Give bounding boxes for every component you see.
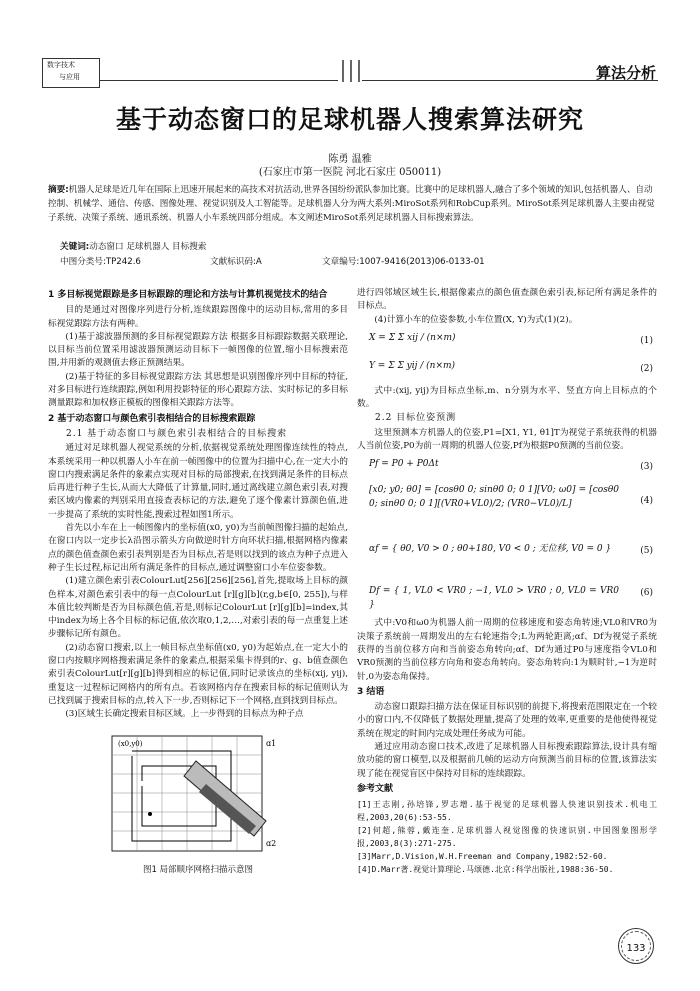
fig-origin-label: (x0,y0) <box>118 739 143 748</box>
figure-caption: 图1 局部顺序网格扫描示意图 <box>142 864 254 875</box>
section-label: 算法分析 <box>595 64 656 82</box>
clc-number: 中图分类号:TP242.6 <box>60 257 141 267</box>
abstract-text: 机器人足球是近几年在国际上迅速开展起来的高技术对抗活动,世界各国纷纷派队参加比赛。比赛中的足球机器人,融合了多个领域的知识,包括机器人、自动控制、机械学、通信、传感、图像处理、视觉识别及人工智能等。足球机器人分为两大系列:MiroSot系列和RobCup系列。MiroSot系列足球机器人主要由视觉子系统、决策子系统、通讯系统、机器人小车系统四部分组成。本文阐述MiroSot系列足球机器人目标搜索算法。 <box>48 185 655 223</box>
article-number: 文章编号:1007-9416(2013)06-0133-01 <box>322 257 485 267</box>
paragraph: 通过应用动态窗口技术,改进了足球机器人目标搜索跟踪算法,设计具有缩放功能的窗口模型,以及根据前几帧的运动方向预测当前目标的位置,该算法实现了能在视觉盲区中保持对目标的连续跟踪。 <box>357 742 657 779</box>
equation-6 <box>357 575 657 615</box>
paragraph: (2)基于特征的多目标视觉跟踪方法 其思想是识别图像序列中目标的特征,对多目标进行连续跟踪,例如利用投影特征的形心跟踪方法、实时标记的多目标测量跟踪和加权修正模板的图像相关跟踪方法等。 <box>48 371 348 409</box>
paragraph: (1)建立颜色索引表ColourLut[256][256][256],首先,提取场上目标的颜色样本,对颜色索引表中的每一点ColourLut [r][g][b](r,g,b∈[0, 255]),与样本值比较判断是否为目标颜色值,若是,则标记ColourLut [r][g][b]=index,其中index为场上各个目标的标记值,依次取0,1,2,…,对索引表的每一点重复上述步骤标记所有颜色。 <box>48 576 348 640</box>
grid-scan-diagram <box>106 726 296 858</box>
abstract-label: 摘要: <box>48 185 69 195</box>
eq2-number: (2) <box>640 363 653 374</box>
eq1-lhs: X = <box>369 332 386 343</box>
right-column <box>357 287 657 876</box>
authors: 陈勇 温雅 <box>328 154 372 165</box>
eq4-body: [x0; y0; θ0] = [cosθ0 0; sinθ0 0; 0 1][V0; ω0] = [cosθ0 0; sinθ0 0; 0 1][(VR0+VL0)/2; (VR0−VL0)/L] <box>369 485 619 510</box>
eq6-body: Df = { 1, VL0 < VR0 ; −1, VL0 > VR0 ; 0, VL0 = VR0 } <box>369 586 619 610</box>
eq3-body: Pf = P0 + P0Δt <box>369 459 439 470</box>
keywords <box>60 240 206 252</box>
header-divider-bars <box>340 60 362 84</box>
paper-title: 基于动态窗口的足球机器人搜索算法研究 <box>115 105 584 134</box>
paragraph: 这里预测本方机器人的位姿,P1=[X1, Y1, θ1]T为视觉子系统获得的机器人当前位姿,P0为前一周期的机器人位姿,Pf为根据P0预测的当前位姿。 <box>357 427 657 452</box>
section-3-heading: 3 结语 <box>357 686 385 697</box>
paragraph: 式中:(xij, yij)为目标点坐标,m、n分别为水平、竖直方向上目标点的个数。 <box>357 385 657 410</box>
page-number: 133 <box>626 943 646 954</box>
keywords-text: 动态窗口 足球机器人 目标搜索 <box>89 242 207 252</box>
fig-alpha2-label: ɑ2 <box>266 838 277 848</box>
section-1-heading: 1 多目标视觉跟踪是多目标跟踪的理论和方法与计算机视觉技术的结合 <box>48 290 328 300</box>
journal-logo <box>42 58 100 88</box>
header-rule-left <box>100 80 338 81</box>
paragraph: 进行四邻域区域生长,根据像素点的颜色值查颜色索引表,标记所有满足条件的目标点。 <box>357 288 657 312</box>
eq5-number: (5) <box>640 546 653 557</box>
paragraph: 通过对足球机器人视觉系统的分析,依据视觉系统处理图像连续性的特点,本系统采用一种以机器人小车在前一帧图像中的位置为扫描中心,在一定大小的窗口内搜索满足条件的象素点实现对目标的局部搜索,在找到满足条件的目标点后再进行种子生长,从而大大降低了计算量,同时,通过离线建立颜色索引表,对搜索区域内像素的判别采用直接查表标记的方法,避免了逐个像素计算颜色值,进一步提高了系统的实时性能,搜索过程如图1所示。 <box>48 443 348 520</box>
journal-name-line1: 数字技术 <box>47 61 75 69</box>
paragraph: 首先以小车在上一帧图像内的坐标值(x0, y0)为当前帧图像扫描的起始点,在窗口内以一定步长λ沿图示箭头方向做逆时针方向环状扫描,根据网格内像素点的颜色值查颜色索引表判别是否为目标点,若是则以找到的该点为种子点进入种子生长过程,标记出所有满足条件的目标点,通过调整窗口小车位姿参数。 <box>48 523 348 573</box>
eq3-number: (3) <box>640 462 653 473</box>
eq2-rhs: Σ Σ yij / (n×m) <box>388 360 456 371</box>
equation-2 <box>357 357 657 383</box>
paragraph: 动态窗口跟踪扫描方法在保证目标识别的前提下,将搜索范围限定在一个较小的窗口内,不仅降低了数据处理量,提高了处理的效率,更重要的是他使得视觉系统在规定的时间内完成处理任务成为可能。 <box>357 702 657 739</box>
equation-1 <box>357 329 657 355</box>
paragraph: (3)区域生长确定搜索目标区域。上一步得到的目标点为种子点 <box>65 709 304 720</box>
paragraph: 式中:V0和ω0为机器人前一周期的位移速度和姿态角转速;VL0和VR0为决策子系统前一周期发出的左右轮速指令;L为两轮距离;αf、Df为视觉子系统获得的当前位移方向和当前姿态角转向;αf、Df为通过P0与速度指令VL0和VR0预测的当前位移方向角和姿态角转向。姿态角转向:1为顺时针,−1为逆时针,0为姿态角保持。 <box>357 618 657 682</box>
section-2-1-heading: 2.1 基于动态窗口与颜色索引表相结合的目标搜索 <box>66 428 288 439</box>
abstract <box>48 183 660 225</box>
paragraph: (4)计算小车的位姿参数,小车位置(X, Y)为式(1)(2)。 <box>374 314 578 325</box>
reference-item: [4]D.Marr著.视觉计算理论.马颂德.北京:科学出版社,1988:36-50. <box>357 865 614 875</box>
reference-item: [1]王志刚,孙培锋,罗志增.基于视觉的足球机器人快速识别技术.机电工程,2003,20(6):53-55. <box>357 800 657 823</box>
section-2-2-heading: 2.2 目标位姿预测 <box>375 413 457 424</box>
eq1-rhs: Σ Σ xij / (n×m) <box>388 332 456 343</box>
document-code: 文献标识码:A <box>210 257 262 267</box>
eq2-lhs: Y = <box>369 360 386 371</box>
equation-4 <box>357 475 657 531</box>
page-number-badge <box>618 928 654 964</box>
paragraph: (1)基于滤波器预测的多目标视觉跟踪方法 根据多目标跟踪数据关联理论,以目标当前位置采用滤波器预测运动目标下一帧图像的位置,缩小目标搜索范围,并用新的观测值去修正预测结果。 <box>48 331 348 369</box>
affiliation: (石家庄市第一医院 河北石家庄 050011) <box>258 167 442 178</box>
eq6-number: (6) <box>640 588 653 599</box>
eq1-number: (1) <box>640 335 653 346</box>
left-column <box>48 287 348 884</box>
paragraph: (2)动态窗口搜索,以上一帧目标点坐标值(x0, y0)为起始点,在一定大小的窗口内按顺序网格搜索满足条件的象素点,根据采集卡得到的r、g、b值查颜色索引表ColourLut[r][g][b]得到相应的标记值,同时记录该点的坐标(xij, yij),重复这一过程标记网格内的所有点。若该网格内存在搜索目标的标记值则认为已找到属于搜索目标的点,转入下一步,否则标记下一个网格,直到找到目标点。 <box>48 642 348 706</box>
journal-name-line2: 与应用 <box>59 73 80 81</box>
badge-ring <box>621 931 651 961</box>
keywords-label: 关键词: <box>60 242 90 252</box>
eq4-number: (4) <box>640 496 653 507</box>
figure-1 <box>48 726 348 884</box>
equation-5 <box>357 533 657 573</box>
paragraph: 目的是通过对图像序列进行分析,连续跟踪图像中的运动目标,常用的多目标视觉跟踪方法有两种。 <box>48 305 348 329</box>
references-heading: 参考文献 <box>357 783 394 794</box>
references-list <box>357 798 657 876</box>
reference-item: [2]何超,熊蓉,戴连奎.足球机器人视觉图像的快速识别.中国图象图形学报,2003,8(3):271-275. <box>357 826 657 849</box>
section-2-heading: 2 基于动态窗口与颜色索引表相结合的目标搜索跟踪 <box>48 413 256 424</box>
reference-item: [3]Marr,D.Vision,W.H.Freeman and Company,1982:52-60. <box>357 852 608 862</box>
equation-3 <box>357 455 657 473</box>
eq5-body: αf = { θ0, V0 > 0 ; θ0+180, V0 < 0 ; 无位移, V0 = 0 } <box>369 544 612 555</box>
fig-alpha1-label: ɑ1 <box>266 738 277 748</box>
